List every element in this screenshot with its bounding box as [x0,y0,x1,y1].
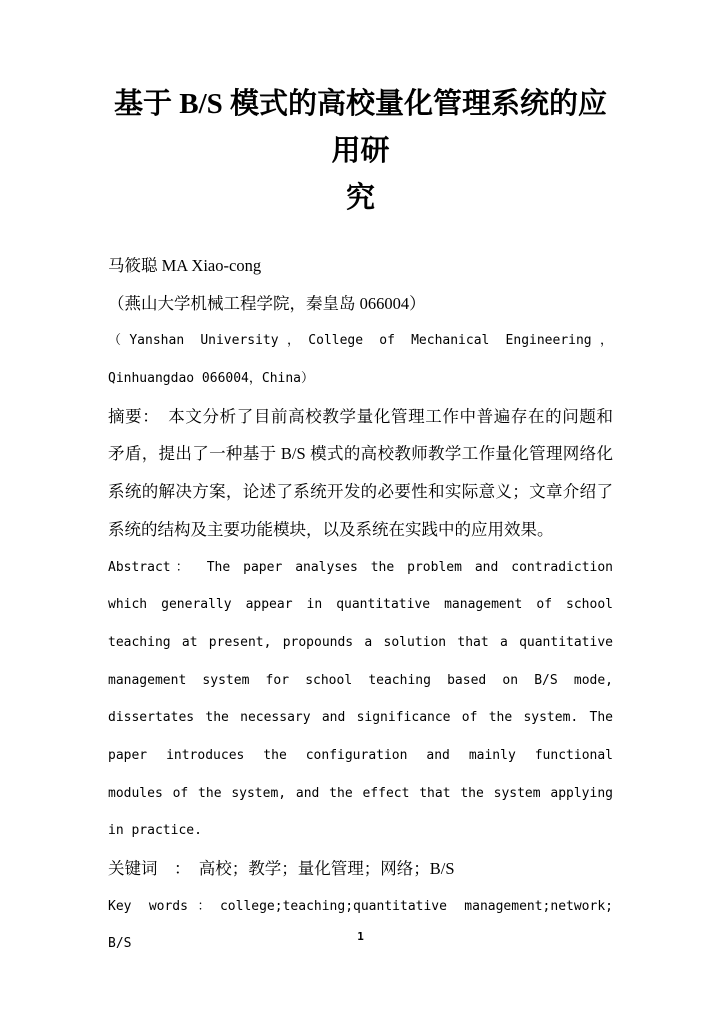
affiliation-en-line: Qinhuangdao 066004，China） [108,371,315,387]
abstract-en-line: in practice. [108,823,202,839]
affiliation-en-line: （Yanshan University，College of Mechanical Engineering， [108,333,613,349]
keywords-en-line: B/S [108,936,132,952]
abstract-zh-line: 系统的结构及主要功能模块，以及系统在实践中的应用效果。 [108,519,554,539]
paper-title-line-2: 究 [345,182,375,214]
page-number: 1 [357,930,364,943]
abstract-en-line: which generally appear in quantitative management of school [108,597,613,613]
paper-title [108,81,613,222]
abstract-en-line: dissertates the necessary and significance of the system. The [108,710,613,726]
author-line: 马筱聪 MA Xiao-cong [108,256,262,275]
abstract-en-line: management system for school teaching based on B/S mode, [108,672,613,688]
abstract-en-line: modules of the system, and the effect that the system applying [108,785,613,801]
abstract-zh-line: 系统的解决方案，论述了系统开发的必要性和实际意义；文章介绍了 [108,482,613,502]
abstract-en-line: teaching at present, propounds a solution that a quantitative [108,634,613,650]
affiliation-zh-line: （燕山大学机械工程学院，秦皇岛 066004） [108,293,426,313]
paper-title-line-1: 基于 B/S 模式的高校量化管理系统的应用研 [113,88,608,167]
abstract-en-line: paper introduces the configuration and mainly functional [108,747,613,763]
keywords-en-line: Key words：college;teaching;quantitative management;network; [108,898,613,914]
keywords-zh-line: 关键词 ： 高校；教学；量化管理；网络；B/S [108,859,455,878]
abstract-en-line: Abstract： The paper analyses the problem and contradiction [108,559,613,575]
abstract-zh-line: 摘要： 本文分析了目前高校教学量化管理工作中普遍存在的问题和 [108,406,613,426]
abstract-zh-line: 矛盾，提出了一种基于 B/S 模式的高校教师教学工作量化管理网络化 [108,444,613,464]
paper-body [108,247,613,963]
page-content [108,81,613,963]
